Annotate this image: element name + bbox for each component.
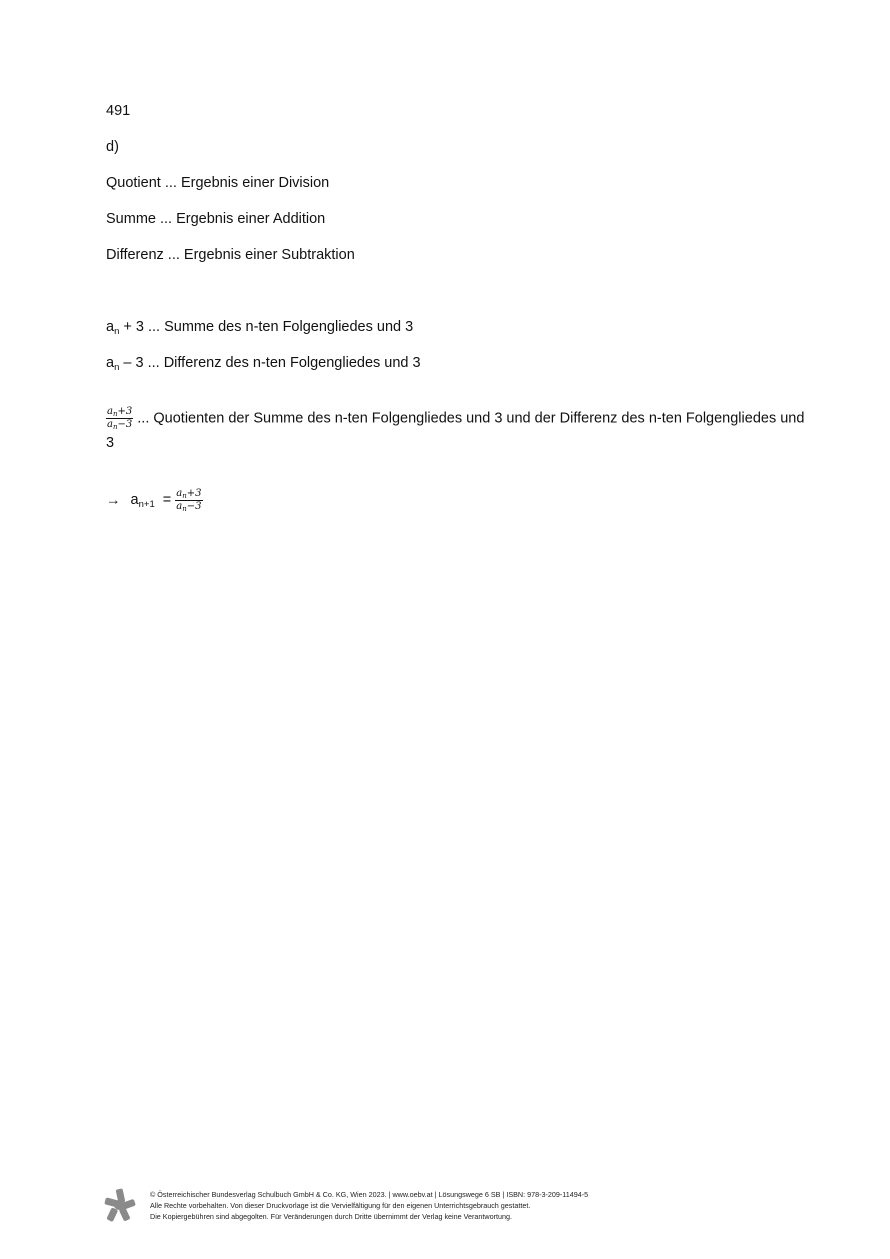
term-diff-sub: n xyxy=(114,362,120,373)
term-quotient xyxy=(106,406,806,455)
term-diff-var: a xyxy=(106,355,115,371)
footer-line-2: Alle Rechte vorbehalten. Von dieser Druckvorlage ist die Vervielfältigung für den eigenen Unterrichtsgebrauch gestattet. xyxy=(150,1201,531,1210)
quotient-fraction xyxy=(106,406,133,431)
term-sum-text: + 3 ... Summe des n-ten Folgengliedes und 3 xyxy=(119,319,414,335)
publisher-logo-icon xyxy=(104,1188,136,1222)
quotient-text: ... Quotienten der Summe des n-ten Folgengliedes und 3 und der Differenz des n-ten Folgengliedes und 3 xyxy=(106,410,805,451)
result-lhs: $a_{n+1}$ xyxy=(130,492,155,511)
definition-quotient: Quotient ... Ergebnis einer Division xyxy=(106,175,330,191)
footer-line-3: Die Kopiergebühren sind abgegolten. Für Veränderungen durch Dritte übernimmt der Verlag keine Verantwortung. xyxy=(150,1212,512,1221)
arrow-icon: → xyxy=(106,492,121,509)
fraction-numerator: $a_n+3$ xyxy=(107,406,133,418)
footer-line-1: © Österreichischer Bundesverlag Schulbuch GmbH & Co. KG, Wien 2023. | www.oebv.at | Lösungswege 6 SB | ISBN: 978-3-209-11494-5 xyxy=(150,1190,589,1199)
result-fraction xyxy=(175,488,202,513)
task-label: d) xyxy=(106,139,119,155)
term-diff-text: – 3 ... Differenz des n-ten Folgengliedes und 3 xyxy=(119,355,421,371)
result-denominator: $a_n-3$ xyxy=(176,501,202,513)
page-number: 491 xyxy=(106,103,131,119)
definition-sum: Summe ... Ergebnis einer Addition xyxy=(106,211,326,227)
result-formula xyxy=(106,488,203,513)
term-sum-sub: n xyxy=(114,326,120,337)
fraction-denominator: $a_n-3$ xyxy=(107,419,133,431)
term-sum-var: a xyxy=(106,319,115,335)
term-difference xyxy=(106,355,421,371)
result-equals: = xyxy=(162,492,172,509)
term-sum xyxy=(106,319,413,335)
definition-difference: Differenz ... Ergebnis einer Subtraktion xyxy=(106,247,355,263)
copyright-footer xyxy=(150,1189,588,1222)
result-numerator: $a_n+3$ xyxy=(176,488,202,500)
